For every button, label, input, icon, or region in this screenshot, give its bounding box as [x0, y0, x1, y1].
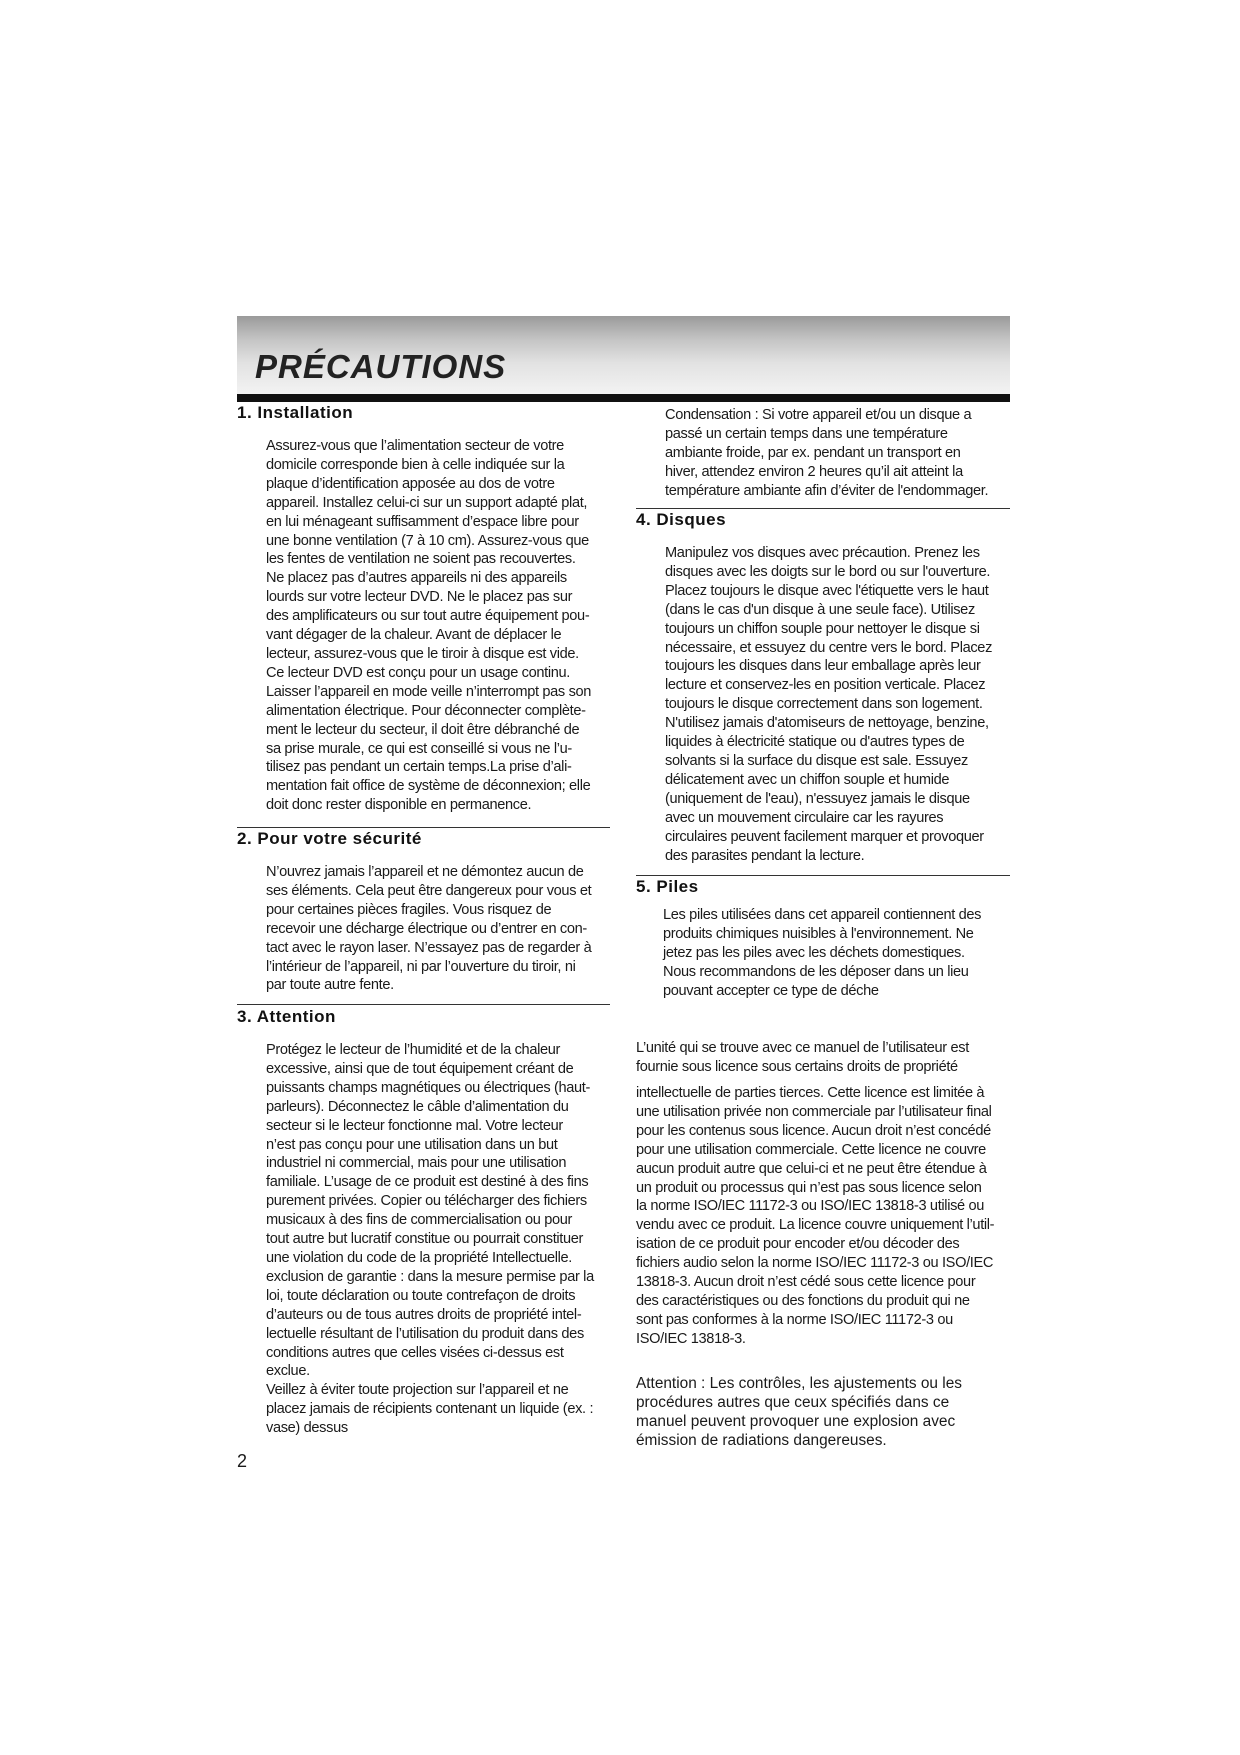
section-heading-securite: 2. Pour votre sécurité: [237, 829, 422, 848]
licence-intro: L’unité qui se trouve avec ce manuel de l’utilisateur est fournie sous licence sous certains droits de propriété: [636, 1040, 969, 1075]
section-heading-disques: 4. Disques: [636, 510, 727, 529]
condensation-note: Condensation : Si votre appareil et/ou un disque a passé un certain temps dans une température ambiante froide, par ex. pendant un transport en hiver, attendez environ 2 heures qu’il ait atteint la température ambiante afin d’éviter de l'endommager.: [665, 407, 989, 499]
radiation-warning: Attention : Les contrôles, les ajustements ou les procédures autres que ceux spécifiés dans ce manuel peuvent provoquer une explosion avec émission de radiations dangereuses.: [636, 1375, 962, 1449]
section-divider: [636, 875, 1010, 876]
section-heading-installation: 1. Installation: [237, 403, 354, 422]
licence-body: intellectuelle de parties tierces. Cette licence est limitée à une utilisation privée non commerciale par l’utilisateur final pour les contenus sous licence. Aucun droit n’est concédé pour une utilisation commerciale. Cette licence ne couvre aucun produit autre que celui-ci et ne peut être étendue à un produit ou processus qui n’est pas sous licence selon la norme ISO/IEC 11172-3 ou ISO/IEC 13818-3 utilisé ou vendu avec ce produit. La licence couvre uniquement l’util- isation de ce produit pour encoder et/ou décoder des fichiers audio selon la norme ISO/IEC 11172-3 ou ISO/IEC 13818-3. Aucun droit n’est cédé sous cette licence pour des caractéristiques ou des fonctions du produit qui ne sont pas conformes à la norme ISO/IEC 11172-3 ou ISO/IEC 13818-3.: [636, 1085, 995, 1347]
section-body-installation: Assurez-vous que l’alimentation secteur de votre domicile corresponde bien à celle indiquée sur la plaque d’identification apposée au dos de votre appareil. Installez celui-ci sur un support adapté plat, en lui ménageant suffisamment d’espace libre pour une bonne ventilation (7 à 10 cm). Assurez-vous que les fentes de ventilation ne soient pas recouvertes. Ne placez pas d’autres appareils ni des appareils lourds sur votre lecteur DVD. Ne le placez pas sur des amplificateurs ou sur tout autre équipement pou- vant dégager de la chaleur. Avant de déplacer le lecteur, assurez-vous que le tiroir à disque est vide. Ce lecteur DVD est conçu pour un usage continu. Laisser l’appareil en mode veille n’interrompt pas son alimentation électrique. Pour déconnecter complète- ment le lecteur du secteur, il doit être débranché de sa prise murale, ce qui est conseillé si vous ne l’u- tilisez pas pendant un certain temps.La prise d’ali- mentation fait office de système de déconnexion; elle doit donc rester disponible en permanence.: [266, 438, 592, 814]
section-divider: [636, 508, 1010, 509]
section-body-securite: N’ouvrez jamais l’appareil et ne démontez aucun de ses éléments. Cela peut être dangereux pour vous et pour certaines pièces fragiles. Vous risquez de recevoir une décharge électrique ou d’entrer en con- tact avec le rayon laser. N’essayez pas de regarder à l’intérieur de l’appareil, ni par l’ouverture du tiroir, ni par toute autre fente.: [266, 864, 592, 994]
title-underline: [237, 394, 1010, 402]
section-body-disques: Manipulez vos disques avec précaution. Prenez les disques avec les doigts sur le bord ou sur l'ouverture. Placez toujours le disque avec l'étiquette vers le haut (dans le cas d'un disque à une seule face). Utilisez toujours un chiffon souple pour nettoyer le disque si nécessaire, et essuyez du centre vers le bord. Placez toujours les disques dans leur emballage après leur lecture et conservez-les en position verticale. Placez toujours le disque correctement dans son logement. N'utilisez jamais d'atomiseurs de nettoyage, benzine, liquides à électricité statique ou d'autres types de solvants si la surface du disque est sale. Essuyez délicatement avec un chiffon souple et humide (uniquement de l'eau), n'essuyez jamais le disque avec un mouvement circulaire car les rayures circulaires peuvent facilement marquer et provoquer des parasites pendant la lecture.: [665, 545, 993, 864]
section-divider: [237, 827, 610, 828]
section-heading-piles: 5. Piles: [636, 877, 699, 896]
page-number: 2: [237, 1451, 248, 1471]
section-divider: [237, 1004, 610, 1005]
section-body-attention: Protégez le lecteur de l’humidité et de la chaleur excessive, ainsi que de tout équipement créant de puissants champs magnétiques ou électriques (haut- parleurs). Déconnectez le câble d’alimentation du secteur si le lecteur fonctionne mal. Votre lecteur n’est pas conçu pour une utilisation dans un but industriel ni commercial, mais pour une utilisation familiale. L’usage de ce produit est destiné à des fins purement privées. Copier ou télécharger des fichiers musicaux à des fins de commercialisation ou pour tout autre but lucratif constitue ou pourrait constituer une violation du code de la propriété Intellectuelle. exclusion de garantie : dans la mesure permise par la loi, toute déclaration ou toute contrefaçon de droits d’auteurs ou de tous autres droits de propriété intel- lectuelle résultant de l’utilisation du produit dans des conditions autres que celles visées ci-dessus est exclue. Veillez à éviter toute projection sur l’appareil et ne placez jamais de récipients contenant un liquide (ex. : vase) dessus: [266, 1042, 594, 1437]
section-heading-attention: 3. Attention: [237, 1007, 336, 1026]
section-body-piles: Les piles utilisées dans cet appareil contiennent des produits chimiques nuisibles à l'environnement. Ne jetez pas les piles avec les déchets domestiques. Nous recommandons de les déposer dans un lieu pouvant accepter ce type de déche: [663, 907, 982, 999]
page-title: PRÉCAUTIONS: [255, 348, 507, 385]
title-banner: [237, 316, 1010, 394]
